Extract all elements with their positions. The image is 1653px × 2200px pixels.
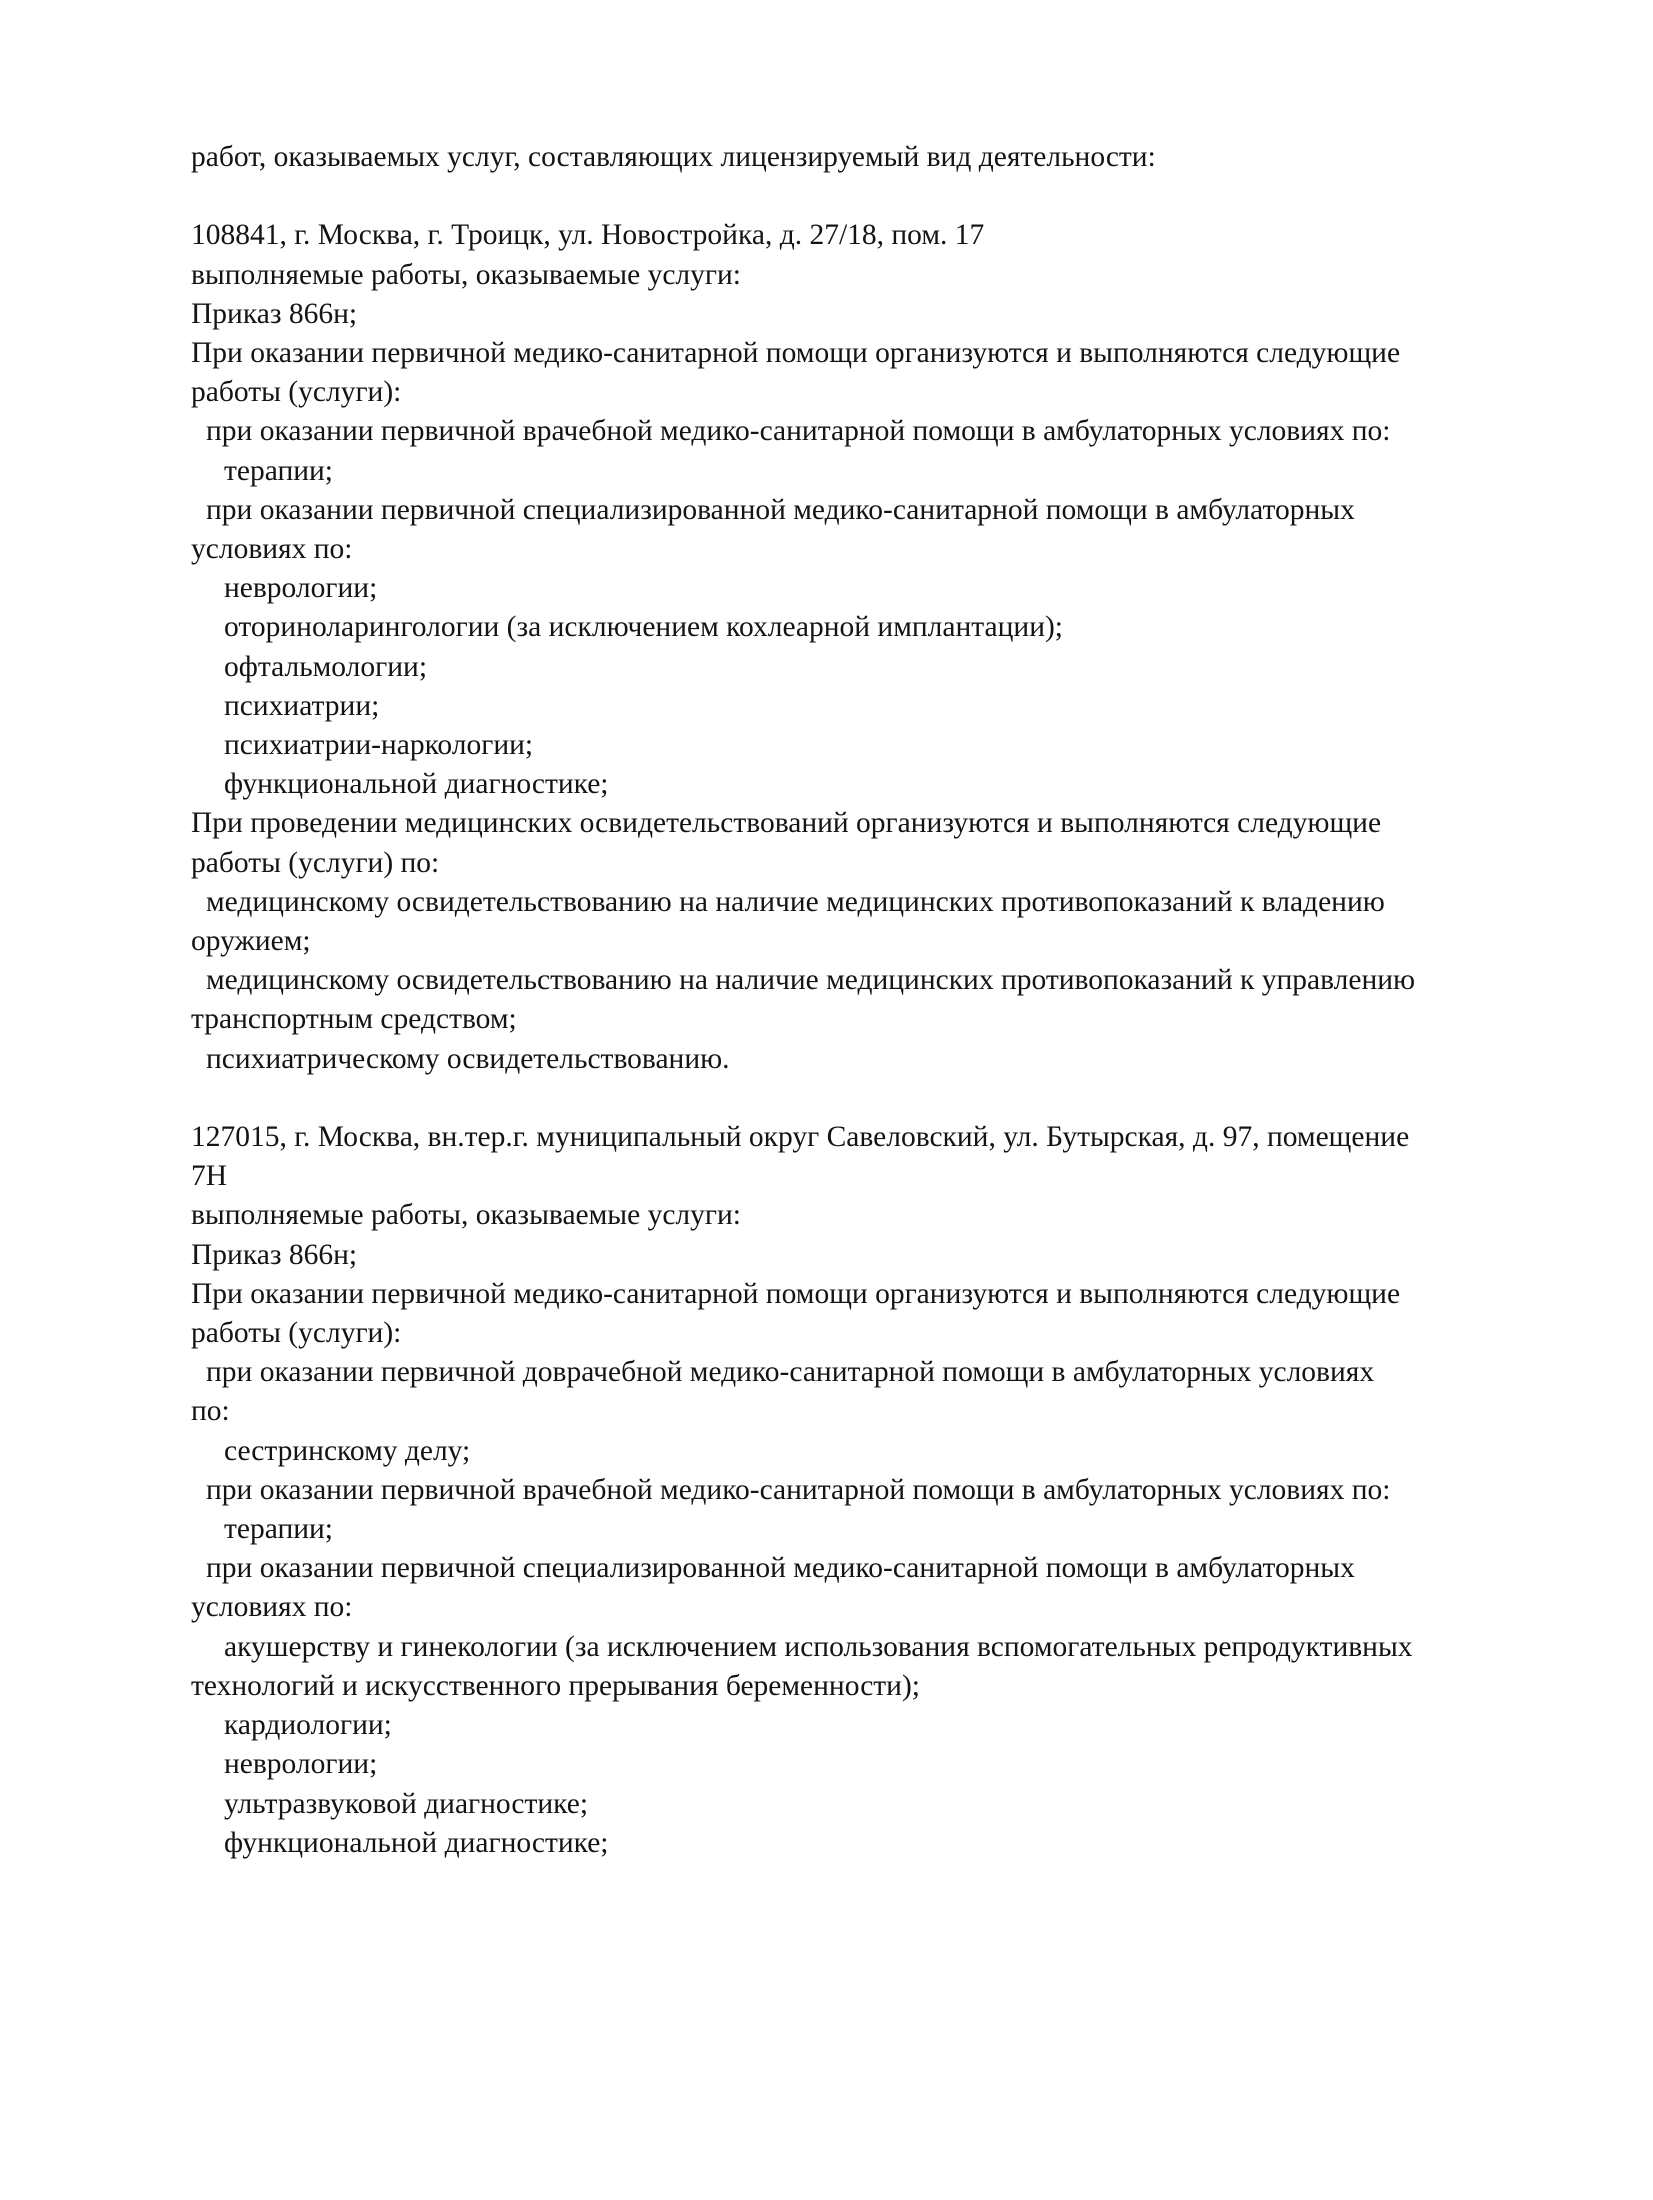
section2-list-item: функциональной диагностике;: [224, 1826, 609, 1859]
section1-exam-weapon-cont: оружием;: [191, 925, 311, 958]
section1-therapy: терапии;: [224, 454, 333, 487]
section1-list-item: психиатрии-наркологии;: [224, 729, 534, 762]
document-body: [191, 138, 1571, 1863]
section1-primary-intro: При оказании первичной медико-санитарной помощи организуются и выполняются следующие: [191, 337, 1401, 369]
section1-exams-intro-cont: работы (услуги) по:: [191, 846, 440, 879]
section2-primary-intro-cont: работы (услуги):: [191, 1317, 402, 1350]
intro-line: работ, оказываемых услуг, составляющих лицензируемый вид деятельности:: [191, 141, 1156, 173]
section2-obstetrics-cont: технологий и искусственного прерывания беременности);: [191, 1669, 920, 1702]
section1-list-item: функциональной диагностике;: [224, 768, 609, 801]
section1-exam-transport: медицинскому освидетельствованию на наличие медицинских противопоказаний к управлению: [206, 964, 1416, 997]
section2-predoctor: при оказании первичной доврачебной медико-санитарной помощи в амбулаторных условиях: [206, 1356, 1375, 1389]
section1-doctor-ambulatory: при оказании первичной врачебной медико-санитарной помощи в амбулаторных условиях по:: [206, 415, 1391, 448]
section2-primary-intro: При оказании первичной медико-санитарной помощи организуются и выполняются следующие: [191, 1277, 1401, 1310]
section1-exam-psychiatric: психиатрическому освидетельствованию.: [206, 1042, 730, 1075]
section1-list-item: оториноларингологии (за исключением кохлеарной имплантации);: [224, 611, 1064, 644]
section1-exams-intro: При проведении медицинских освидетельствований организуются и выполняются следующие: [191, 807, 1382, 840]
section1-specialized-cont: условиях по:: [191, 533, 353, 566]
section2-works-label: выполняемые работы, оказываемые услуги:: [191, 1199, 741, 1232]
section1-specialized: при оказании первичной специализированной медико-санитарной помощи в амбулаторных: [206, 493, 1355, 526]
section1-order: Приказ 866н;: [191, 297, 358, 330]
section2-order: Приказ 866н;: [191, 1238, 358, 1271]
paragraph-gap: [191, 177, 1571, 216]
section2-specialized-cont: условиях по:: [191, 1591, 353, 1624]
section1-address: 108841, г. Москва, г. Троицк, ул. Новостройка, д. 27/18, пом. 17: [191, 219, 985, 252]
section1-list-item: офтальмологии;: [224, 650, 428, 683]
section1-exam-transport-cont: транспортным средством;: [191, 1003, 517, 1036]
section2-list-item: ультразвуковой диагностике;: [224, 1787, 589, 1820]
section1-list-item: психиатрии;: [224, 689, 380, 722]
section2-specialized: при оказании первичной специализированной медико-санитарной помощи в амбулаторных: [206, 1552, 1355, 1585]
section1-exam-weapon: медицинскому освидетельствованию на наличие медицинских противопоказаний к владению: [206, 885, 1385, 918]
section2-doctor-ambulatory: при оказании первичной врачебной медико-санитарной помощи в амбулаторных условиях по:: [206, 1473, 1391, 1506]
section2-obstetrics: акушерству и гинекологии (за исключением использования вспомогательных репродуктивных: [224, 1630, 1413, 1663]
section2-therapy: терапии;: [224, 1513, 333, 1546]
section2-list-item: кардиологии;: [224, 1709, 392, 1742]
section2-nursing: сестринскому делу;: [224, 1434, 471, 1467]
paragraph-gap: [191, 1079, 1571, 1118]
section2-predoctor-cont: по:: [191, 1395, 230, 1428]
section1-list-item: неврологии;: [224, 572, 378, 605]
section2-list-item: неврологии;: [224, 1748, 378, 1781]
section2-address-cont: 7Н: [191, 1160, 228, 1193]
section2-address: 127015, г. Москва, вн.тер.г. муниципальный округ Савеловский, ул. Бутырская, д. 97, помещение: [191, 1121, 1410, 1154]
section1-works-label: выполняемые работы, оказываемые услуги:: [191, 258, 741, 291]
section1-primary-intro-cont: работы (услуги):: [191, 376, 402, 409]
